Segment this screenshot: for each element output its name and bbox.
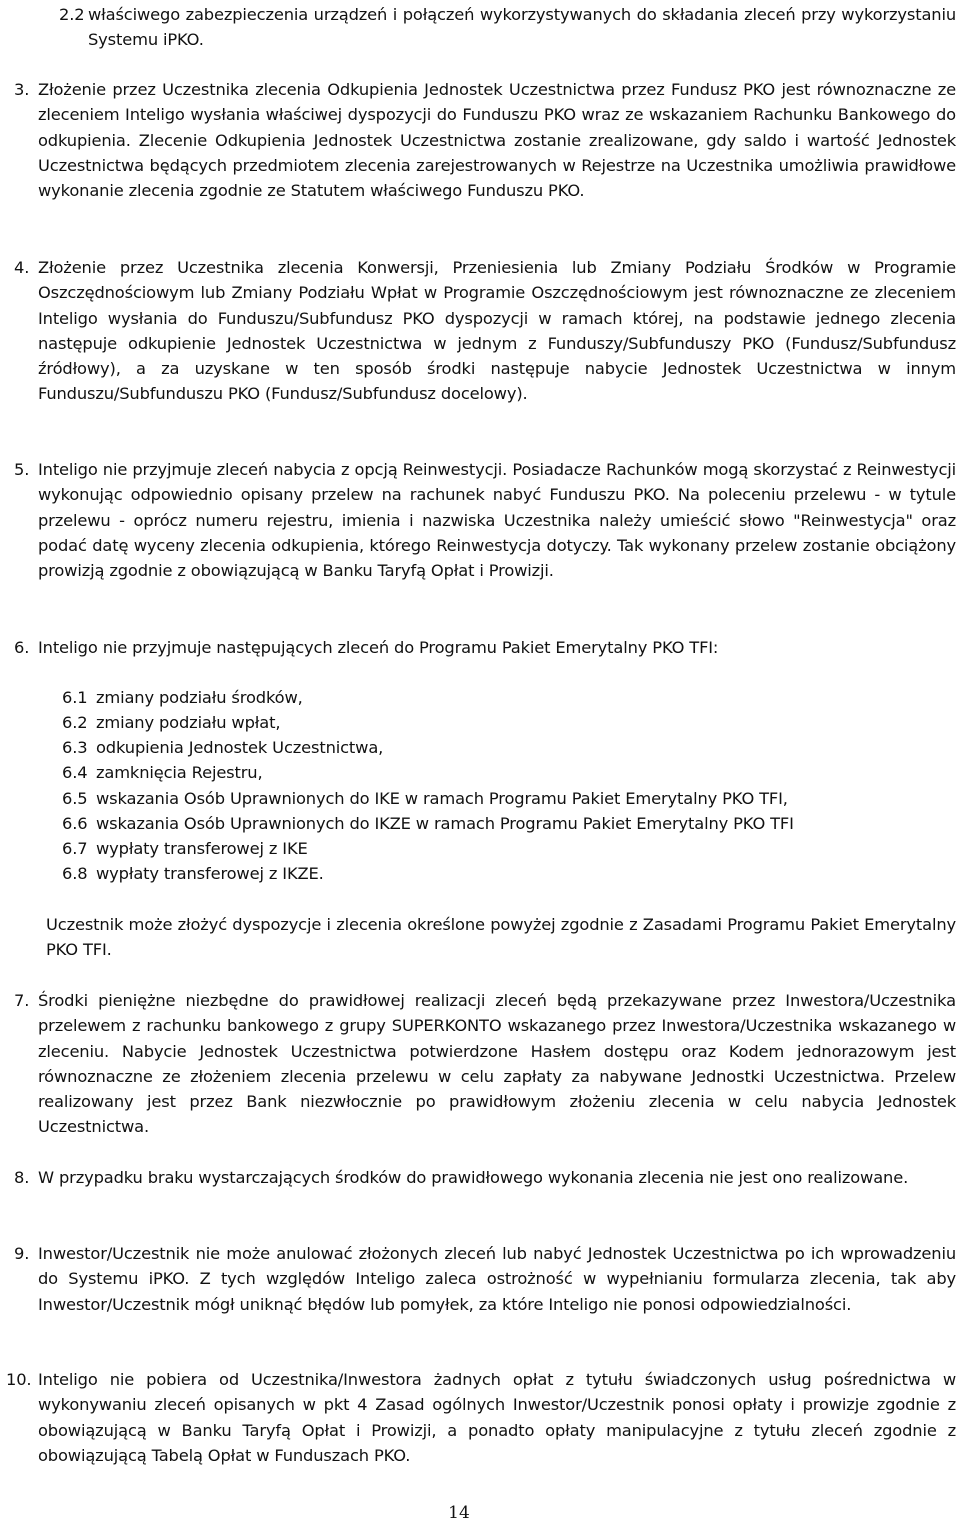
item-number-5: 5. [14,460,30,479]
list-item [62,735,952,760]
list-item [62,811,952,836]
list-item [62,685,952,710]
page-number: 14 [448,1503,470,1523]
list-item-text: wypłaty transferowej z IKE [96,839,308,858]
item-number-6: 6. [14,638,30,657]
list-item-number: 6.5 [62,789,88,808]
list-item [62,836,952,861]
list-item [62,861,952,886]
item-number-10: 10. [6,1370,32,1389]
paragraph-2-2: właściwego zabezpieczenia urządzeń i połączeń wykorzystywanych do składania zleceń przy wykorzystaniu Systemu iPKO. [88,5,956,50]
item-number-3: 3. [14,80,30,99]
list-item [62,760,952,785]
paragraph-4: Złożenie przez Uczestnika zlecenia Konwersji, Przeniesienia lub Zmiany Podziału Środków w Programie Oszczędnościowym lub Zmiany Podziału Wpłat w Programie Oszczędnościowym jest równoznaczne ze zleceniem Inteligo wysłania do Funduszu/Subfundusz PKO dyspozycji w ramach której, na podstawie jednego zlecenia następuje odkupienie Jednostek Uczestnictwa w jednym z Funduszy/Subfunduszy PKO (Fundusz/Subfundusz źródłowy), a za uzyskane w ten sposób środki następuje nabycie Jednostek Uczestnictwa w innym Funduszu/Subfunduszu PKO (Fundusz/Subfundusz docelowy). [38,258,956,404]
item-number-7: 7. [14,991,30,1010]
paragraph-6-note: Uczestnik może złożyć dyspozycje i zlecenia określone powyżej zgodnie z Zasadami Programu Pakiet Emerytalny PKO TFI. [46,915,956,960]
list-item-text: wypłaty transferowej z IKZE. [96,864,324,883]
paragraph-5: Inteligo nie przyjmuje zleceń nabycia z opcją Reinwestycji. Posiadacze Rachunków mogą skorzystać z Reinwestycji wykonując odpowiednio opisany przelew na rachunek nabyć Funduszu PKO. Na poleceniu przelewu - w tytule przelewu - oprócz numeru rejestru, imienia i nazwiska Uczestnika należy umieścić słowo "Reinwestycja" oraz podać datę wyceny zlecenia odkupienia, którego Reinwestycja dotyczy. Tak wykonany przelew zostanie obciążony prowizją zgodnie z obowiązującą w Banku Taryfą Opłat i Prowizji. [38,460,956,581]
list-item-text: zmiany podziału środków, [96,688,303,707]
paragraph-6: Inteligo nie przyjmuje następujących zleceń do Programu Pakiet Emerytalny PKO TFI: [38,638,719,657]
item-number-9: 9. [14,1244,30,1263]
list-item-text: odkupienia Jednostek Uczestnictwa, [96,738,384,757]
list-item-number: 6.7 [62,839,88,858]
list-item-text: wskazania Osób Uprawnionych do IKE w ramach Programu Pakiet Emerytalny PKO TFI, [96,789,788,808]
list-item-text: zamknięcia Rejestru, [96,763,263,782]
list-item-number: 6.1 [62,688,88,707]
list-item-number: 6.8 [62,864,88,883]
item-number-4: 4. [14,258,30,277]
list-item-number: 6.4 [62,763,88,782]
item-number-8: 8. [14,1168,30,1187]
item-number-2-2: 2.2 [59,5,85,24]
list-item-number: 6.2 [62,713,88,732]
paragraph-3: Złożenie przez Uczestnika zlecenia Odkupienia Jednostek Uczestnictwa przez Fundusz PKO jest równoznaczne ze zleceniem Inteligo wysłania właściwej dyspozycji do Funduszu PKO wraz ze wskazaniem Rachunku Bankowego do odkupienia. Zlecenie Odkupienia Jednostek Uczestnictwa zostanie zrealizowane, gdy saldo i wartość Jednostek Uczestnictwa będących przedmiotem zlecenia zarejestrowanych w Rejestrze na Uczestnika umożliwia prawidłowe wykonanie zlecenia zgodnie ze Statutem właściwego Funduszu PKO. [38,80,956,201]
list-item-text: zmiany podziału wpłat, [96,713,281,732]
list-item [62,786,952,811]
list-item [62,710,952,735]
paragraph-10: Inteligo nie pobiera od Uczestnika/Inwestora żadnych opłat z tytułu świadczonych usług pośrednictwa w wykonywaniu zleceń opisanych w pkt 4 Zasad ogólnych Inwestor/Uczestnik ponosi opłaty i prowizje zgodnie z obowiązującą w Banku Taryfą Opłat i Prowizji, a ponadto opłaty manipulacyjne z tytułu zleceń zgodnie z obowiązującą Tabelą Opłat w Funduszach PKO. [38,1370,956,1465]
paragraph-9: Inwestor/Uczestnik nie może anulować złożonych zleceń lub nabyć Jednostek Uczestnictwa po ich wprowadzeniu do Systemu iPKO. Z tych względów Inteligo zaleca ostrożność w wypełnianiu formularza zlecenia, tak aby Inwestor/Uczestnik mógł uniknąć błędów lub pomyłek, za które Inteligo nie ponosi odpowiedzialności. [38,1244,956,1314]
list-item-number: 6.6 [62,814,88,833]
list-item-number: 6.3 [62,738,88,757]
list-item-text: wskazania Osób Uprawnionych do IKZE w ramach Programu Pakiet Emerytalny PKO TFI [96,814,794,833]
paragraph-7: Środki pieniężne niezbędne do prawidłowej realizacji zleceń będą przekazywane przez Inwestora/Uczestnika przelewem z rachunku bankowego z grupy SUPERKONTO wskazanego przez Inwestora/Uczestnika wskazanego w zleceniu. Nabycie Jednostek Uczestnictwa potwierdzone Hasłem dostępu oraz Kodem jednorazowym jest równoznaczne ze złożeniem zlecenia przelewu w celu zapłaty za nabywane Jednostki Uczestnictwa. Przelew realizowany jest przez Bank niezwłocznie po prawidłowym złożeniu zlecenia w celu nabycia Jednostek Uczestnictwa. [38,991,956,1137]
paragraph-8: W przypadku braku wystarczających środków do prawidłowego wykonania zlecenia nie jest ono realizowane. [38,1168,909,1187]
